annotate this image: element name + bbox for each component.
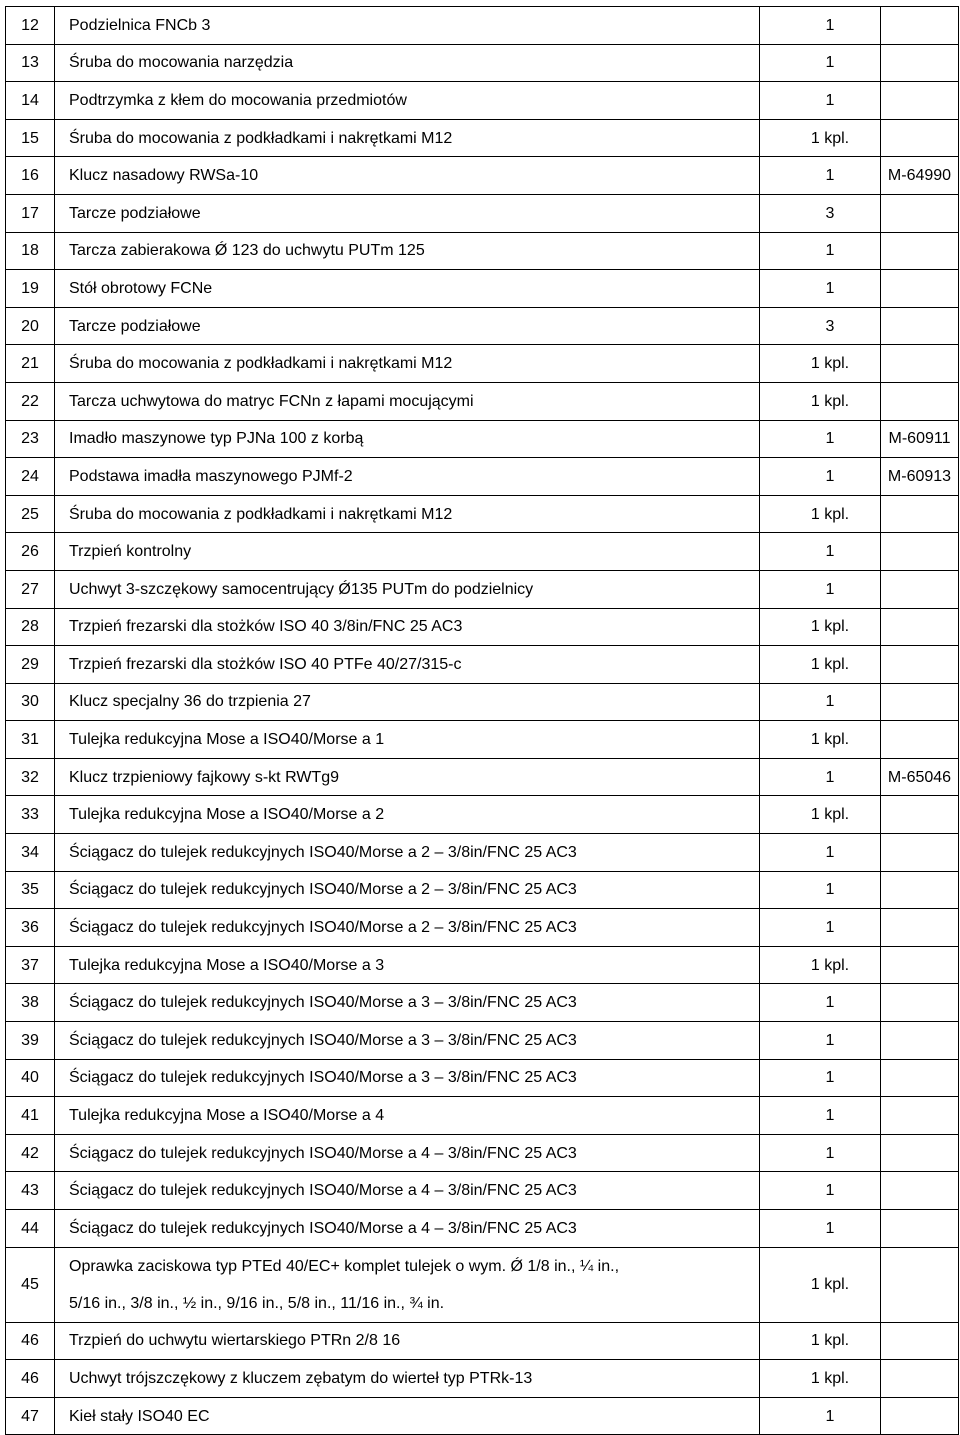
item-quantity: 1 kpl. bbox=[760, 495, 881, 533]
table-row bbox=[6, 683, 959, 721]
item-code bbox=[881, 1210, 959, 1248]
table-row bbox=[6, 270, 959, 308]
item-code bbox=[881, 1397, 959, 1435]
item-code bbox=[881, 683, 959, 721]
item-name: Klucz nasadowy RWSa-10 bbox=[55, 157, 760, 195]
table-row bbox=[6, 157, 959, 195]
item-name: Kieł stały ISO40 EC bbox=[55, 1397, 760, 1435]
item-name: Ściągacz do tulejek redukcyjnych ISO40/Morse a 3 – 3/8in/FNC 25 AC3 bbox=[55, 1022, 760, 1060]
row-number: 46 bbox=[6, 1360, 55, 1398]
item-code bbox=[881, 834, 959, 872]
row-number: 33 bbox=[6, 796, 55, 834]
table-row bbox=[6, 608, 959, 646]
row-number: 36 bbox=[6, 909, 55, 947]
table-row bbox=[6, 1172, 959, 1210]
item-quantity: 1 kpl. bbox=[760, 608, 881, 646]
table-row bbox=[6, 984, 959, 1022]
table-row bbox=[6, 721, 959, 759]
table-row bbox=[6, 194, 959, 232]
item-quantity: 1 kpl. bbox=[760, 946, 881, 984]
item-quantity: 1 bbox=[760, 1134, 881, 1172]
table-row bbox=[6, 307, 959, 345]
item-code bbox=[881, 984, 959, 1022]
row-number: 30 bbox=[6, 683, 55, 721]
table-row bbox=[6, 232, 959, 270]
item-name: Ściągacz do tulejek redukcyjnych ISO40/Morse a 2 – 3/8in/FNC 25 AC3 bbox=[55, 834, 760, 872]
item-quantity: 1 bbox=[760, 570, 881, 608]
item-code bbox=[881, 646, 959, 684]
item-quantity: 1 bbox=[760, 7, 881, 45]
item-code: M-60913 bbox=[881, 458, 959, 496]
row-number: 25 bbox=[6, 495, 55, 533]
item-code bbox=[881, 796, 959, 834]
item-name: Tulejka redukcyjna Mose a ISO40/Morse a 3 bbox=[55, 946, 760, 984]
row-number: 23 bbox=[6, 420, 55, 458]
item-code bbox=[881, 1134, 959, 1172]
item-quantity: 1 kpl. bbox=[760, 345, 881, 383]
item-code bbox=[881, 82, 959, 120]
row-number: 22 bbox=[6, 382, 55, 420]
item-code: M-60911 bbox=[881, 420, 959, 458]
item-quantity: 1 kpl. bbox=[760, 1322, 881, 1360]
table-row bbox=[6, 345, 959, 383]
item-quantity: 1 bbox=[760, 1397, 881, 1435]
item-name: Uchwyt trójszczękowy z kluczem zębatym do wierteł typ PTRk-13 bbox=[55, 1360, 760, 1398]
table-row bbox=[6, 646, 959, 684]
row-number: 17 bbox=[6, 194, 55, 232]
item-quantity: 1 kpl. bbox=[760, 796, 881, 834]
item-code bbox=[881, 1247, 959, 1322]
row-number: 32 bbox=[6, 758, 55, 796]
item-name: Klucz trzpieniowy fajkowy s-kt RWTg9 bbox=[55, 758, 760, 796]
item-name: Ściągacz do tulejek redukcyjnych ISO40/Morse a 3 – 3/8in/FNC 25 AC3 bbox=[55, 1059, 760, 1097]
table-row bbox=[6, 1097, 959, 1135]
table-row bbox=[6, 458, 959, 496]
item-quantity: 1 bbox=[760, 420, 881, 458]
table-row bbox=[6, 946, 959, 984]
item-code bbox=[881, 495, 959, 533]
item-code bbox=[881, 270, 959, 308]
table-row bbox=[6, 1134, 959, 1172]
row-number: 40 bbox=[6, 1059, 55, 1097]
item-quantity: 1 bbox=[760, 834, 881, 872]
item-name: Tarcza zabierakowa Ǿ 123 do uchwytu PUTm 125 bbox=[55, 232, 760, 270]
item-quantity: 1 bbox=[760, 984, 881, 1022]
row-number: 12 bbox=[6, 7, 55, 45]
item-quantity: 1 bbox=[760, 1172, 881, 1210]
item-code bbox=[881, 533, 959, 571]
item-name: Trzpień frezarski dla stożków ISO 40 3/8in/FNC 25 AC3 bbox=[55, 608, 760, 646]
row-number: 45 bbox=[6, 1247, 55, 1322]
item-quantity: 1 bbox=[760, 458, 881, 496]
item-name: Śruba do mocowania z podkładkami i nakrętkami M12 bbox=[55, 345, 760, 383]
item-code bbox=[881, 871, 959, 909]
table-row bbox=[6, 570, 959, 608]
item-name: Podzielnica FNCb 3 bbox=[55, 7, 760, 45]
item-code bbox=[881, 909, 959, 947]
item-name: Uchwyt 3-szczękowy samocentrujący Ǿ135 PUTm do podzielnicy bbox=[55, 570, 760, 608]
table-row bbox=[6, 1397, 959, 1435]
item-name: Podstawa imadła maszynowego PJMf-2 bbox=[55, 458, 760, 496]
item-quantity: 1 kpl. bbox=[760, 382, 881, 420]
item-code bbox=[881, 608, 959, 646]
item-name: Tulejka redukcyjna Mose a ISO40/Morse a 4 bbox=[55, 1097, 760, 1135]
item-quantity: 1 bbox=[760, 683, 881, 721]
item-quantity: 1 bbox=[760, 871, 881, 909]
table-row bbox=[6, 1059, 959, 1097]
item-quantity: 1 bbox=[760, 758, 881, 796]
item-code bbox=[881, 1322, 959, 1360]
item-quantity: 1 bbox=[760, 909, 881, 947]
item-name: Ściągacz do tulejek redukcyjnych ISO40/Morse a 3 – 3/8in/FNC 25 AC3 bbox=[55, 984, 760, 1022]
item-quantity: 1 kpl. bbox=[760, 721, 881, 759]
item-code bbox=[881, 1172, 959, 1210]
table-row bbox=[6, 7, 959, 45]
table-row bbox=[6, 1247, 959, 1322]
row-number: 20 bbox=[6, 307, 55, 345]
item-quantity: 3 bbox=[760, 307, 881, 345]
row-number: 41 bbox=[6, 1097, 55, 1135]
item-name: Trzpień kontrolny bbox=[55, 533, 760, 571]
item-name: Imadło maszynowe typ PJNa 100 z korbą bbox=[55, 420, 760, 458]
row-number: 37 bbox=[6, 946, 55, 984]
item-name: Tulejka redukcyjna Mose a ISO40/Morse a 1 bbox=[55, 721, 760, 759]
table-row bbox=[6, 1210, 959, 1248]
item-name: Śruba do mocowania z podkładkami i nakrętkami M12 bbox=[55, 495, 760, 533]
item-name: Ściągacz do tulejek redukcyjnych ISO40/Morse a 4 – 3/8in/FNC 25 AC3 bbox=[55, 1172, 760, 1210]
item-quantity: 1 bbox=[760, 270, 881, 308]
item-name: Ściągacz do tulejek redukcyjnych ISO40/Morse a 2 – 3/8in/FNC 25 AC3 bbox=[55, 871, 760, 909]
row-number: 31 bbox=[6, 721, 55, 759]
table-row bbox=[6, 1360, 959, 1398]
item-name: Klucz specjalny 36 do trzpienia 27 bbox=[55, 683, 760, 721]
item-code bbox=[881, 1059, 959, 1097]
item-name-line: 5/16 in., 3/8 in., ½ in., 9/16 in., 5/8 in., 11/16 in., ¾ in. bbox=[69, 1294, 445, 1312]
item-name: Tarcza uchwytowa do matryc FCNn z łapami mocującymi bbox=[55, 382, 760, 420]
row-number: 38 bbox=[6, 984, 55, 1022]
item-code bbox=[881, 570, 959, 608]
item-code bbox=[881, 1097, 959, 1135]
row-number: 18 bbox=[6, 232, 55, 270]
item-quantity: 1 bbox=[760, 82, 881, 120]
equipment-table bbox=[5, 6, 959, 1435]
item-name: Śruba do mocowania narzędzia bbox=[55, 44, 760, 82]
item-code bbox=[881, 232, 959, 270]
item-code bbox=[881, 119, 959, 157]
table-row bbox=[6, 796, 959, 834]
row-number: 43 bbox=[6, 1172, 55, 1210]
item-name: Śruba do mocowania z podkładkami i nakrętkami M12 bbox=[55, 119, 760, 157]
row-number: 34 bbox=[6, 834, 55, 872]
table-row bbox=[6, 44, 959, 82]
table-row bbox=[6, 82, 959, 120]
item-code: M-64990 bbox=[881, 157, 959, 195]
item-name: Tulejka redukcyjna Mose a ISO40/Morse a 2 bbox=[55, 796, 760, 834]
item-code: M-65046 bbox=[881, 758, 959, 796]
item-name: Trzpień do uchwytu wiertarskiego PTRn 2/8 16 bbox=[55, 1322, 760, 1360]
item-name: Podtrzymka z kłem do mocowania przedmiotów bbox=[55, 82, 760, 120]
item-code bbox=[881, 194, 959, 232]
item-name bbox=[55, 1247, 760, 1322]
row-number: 28 bbox=[6, 608, 55, 646]
table-row bbox=[6, 758, 959, 796]
item-code bbox=[881, 44, 959, 82]
row-number: 44 bbox=[6, 1210, 55, 1248]
row-number: 26 bbox=[6, 533, 55, 571]
row-number: 13 bbox=[6, 44, 55, 82]
item-quantity: 1 bbox=[760, 1022, 881, 1060]
item-code bbox=[881, 946, 959, 984]
item-quantity: 1 kpl. bbox=[760, 646, 881, 684]
table-row bbox=[6, 495, 959, 533]
table-row bbox=[6, 1322, 959, 1360]
table-row bbox=[6, 420, 959, 458]
row-number: 14 bbox=[6, 82, 55, 120]
item-quantity: 1 kpl. bbox=[760, 1360, 881, 1398]
item-code bbox=[881, 1360, 959, 1398]
item-quantity: 1 kpl. bbox=[760, 119, 881, 157]
table-row bbox=[6, 382, 959, 420]
item-code bbox=[881, 307, 959, 345]
table-row bbox=[6, 1022, 959, 1060]
row-number: 21 bbox=[6, 345, 55, 383]
table-row bbox=[6, 834, 959, 872]
row-number: 15 bbox=[6, 119, 55, 157]
item-code bbox=[881, 1022, 959, 1060]
item-name-line: Oprawka zaciskowa typ PTEd 40/EC+ komplet tulejek o wym. Ǿ 1/8 in., ¼ in., bbox=[69, 1257, 620, 1275]
item-name: Stół obrotowy FCNe bbox=[55, 270, 760, 308]
row-number: 39 bbox=[6, 1022, 55, 1060]
item-code bbox=[881, 721, 959, 759]
item-name: Tarcze podziałowe bbox=[55, 307, 760, 345]
equipment-table-body bbox=[6, 7, 959, 1435]
table-row bbox=[6, 119, 959, 157]
item-quantity: 1 bbox=[760, 533, 881, 571]
item-quantity: 1 kpl. bbox=[760, 1247, 881, 1322]
row-number: 27 bbox=[6, 570, 55, 608]
item-quantity: 1 bbox=[760, 1059, 881, 1097]
item-quantity: 1 bbox=[760, 1097, 881, 1135]
row-number: 47 bbox=[6, 1397, 55, 1435]
row-number: 29 bbox=[6, 646, 55, 684]
row-number: 46 bbox=[6, 1322, 55, 1360]
table-row bbox=[6, 909, 959, 947]
table-row bbox=[6, 871, 959, 909]
row-number: 35 bbox=[6, 871, 55, 909]
row-number: 19 bbox=[6, 270, 55, 308]
item-name: Ściągacz do tulejek redukcyjnych ISO40/Morse a 2 – 3/8in/FNC 25 AC3 bbox=[55, 909, 760, 947]
item-quantity: 1 bbox=[760, 44, 881, 82]
item-name: Ściągacz do tulejek redukcyjnych ISO40/Morse a 4 – 3/8in/FNC 25 AC3 bbox=[55, 1210, 760, 1248]
table-row bbox=[6, 533, 959, 571]
row-number: 16 bbox=[6, 157, 55, 195]
item-quantity: 3 bbox=[760, 194, 881, 232]
item-name: Tarcze podziałowe bbox=[55, 194, 760, 232]
item-quantity: 1 bbox=[760, 232, 881, 270]
item-name: Trzpień frezarski dla stożków ISO 40 PTFe 40/27/315-c bbox=[55, 646, 760, 684]
item-code bbox=[881, 345, 959, 383]
item-quantity: 1 bbox=[760, 1210, 881, 1248]
item-name: Ściągacz do tulejek redukcyjnych ISO40/Morse a 4 – 3/8in/FNC 25 AC3 bbox=[55, 1134, 760, 1172]
item-quantity: 1 bbox=[760, 157, 881, 195]
item-code bbox=[881, 382, 959, 420]
row-number: 42 bbox=[6, 1134, 55, 1172]
item-code bbox=[881, 7, 959, 45]
row-number: 24 bbox=[6, 458, 55, 496]
